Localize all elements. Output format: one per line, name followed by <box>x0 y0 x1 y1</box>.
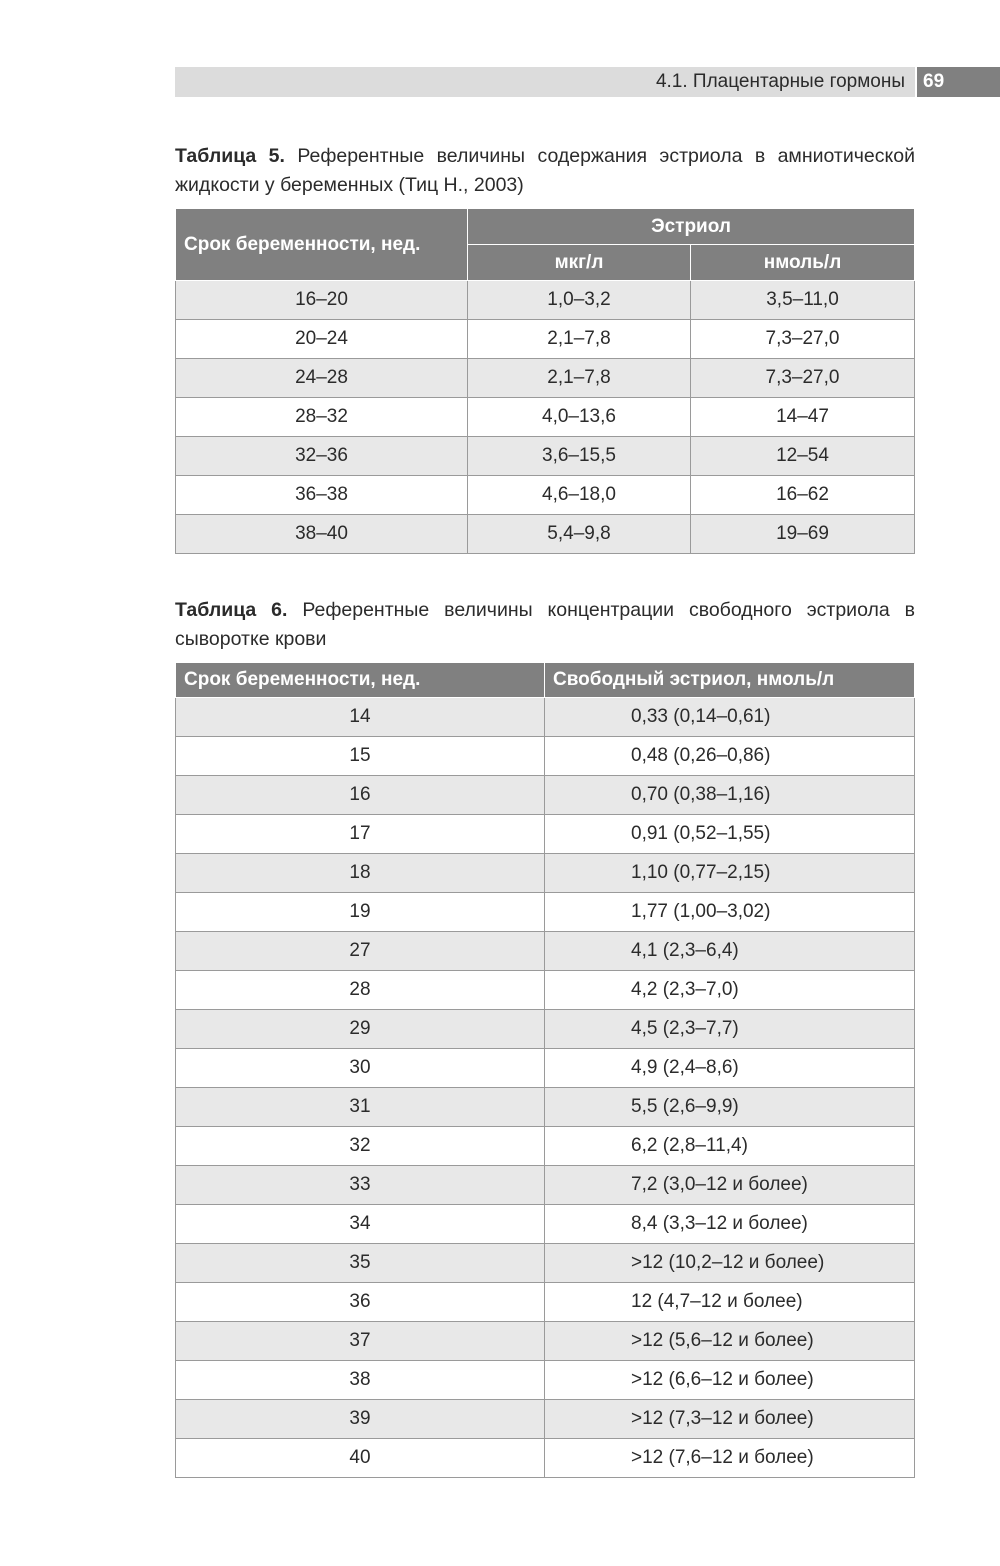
table-cell: 39 <box>176 1400 545 1439</box>
table-cell: 4,6–18,0 <box>468 476 691 515</box>
table5 <box>175 208 915 554</box>
table6 <box>175 662 915 1478</box>
table-cell: 4,0–13,6 <box>468 398 691 437</box>
table-row <box>176 854 915 893</box>
table-row <box>176 281 915 320</box>
table-cell: >12 (7,6–12 и более) <box>545 1439 915 1478</box>
table-cell: 2,1–7,8 <box>468 359 691 398</box>
table-cell: 28–32 <box>176 398 468 437</box>
table-row <box>176 1010 915 1049</box>
table-row <box>176 698 915 737</box>
table-row <box>176 971 915 1010</box>
table-cell: 12 (4,7–12 и более) <box>545 1283 915 1322</box>
table-cell: 2,1–7,8 <box>468 320 691 359</box>
table-row <box>176 398 915 437</box>
table6-header-term: Срок беременности, нед. <box>176 663 545 698</box>
table-row <box>176 1049 915 1088</box>
table-cell: 31 <box>176 1088 545 1127</box>
table-cell: 1,10 (0,77–2,15) <box>545 854 915 893</box>
table-cell: >12 (10,2–12 и более) <box>545 1244 915 1283</box>
table-cell: >12 (5,6–12 и более) <box>545 1322 915 1361</box>
table5-caption-label: Таблица 5. <box>175 145 285 167</box>
table5-header-estriol: Эстриол <box>468 209 915 245</box>
table-cell: 0,70 (0,38–1,16) <box>545 776 915 815</box>
table5-header-mkg: мкг/л <box>468 245 691 281</box>
table-cell: 36–38 <box>176 476 468 515</box>
table-cell: 30 <box>176 1049 545 1088</box>
table-cell: 29 <box>176 1010 545 1049</box>
table-cell: 35 <box>176 1244 545 1283</box>
table-cell: 16 <box>176 776 545 815</box>
table-row <box>176 1400 915 1439</box>
table-row <box>176 1439 915 1478</box>
table-row <box>176 1166 915 1205</box>
table-row <box>176 359 915 398</box>
table-cell: 37 <box>176 1322 545 1361</box>
table6-body <box>176 698 915 1478</box>
table5-caption-text: Референтные величины содержания эстриола в амниотической жидкости у беременных (Тиц Н., 2003) <box>175 145 915 196</box>
table-cell: >12 (7,3–12 и более) <box>545 1400 915 1439</box>
table-cell: 24–28 <box>176 359 468 398</box>
table-cell: 38–40 <box>176 515 468 554</box>
table-row <box>176 320 915 359</box>
table-row <box>176 737 915 776</box>
table-row <box>176 776 915 815</box>
table-row <box>176 1244 915 1283</box>
table-row <box>176 932 915 971</box>
table6-caption-label: Таблица 6. <box>175 599 288 621</box>
table-row <box>176 1361 915 1400</box>
table-cell: 7,2 (3,0–12 и более) <box>545 1166 915 1205</box>
table-cell: 16–62 <box>691 476 915 515</box>
table-cell: 5,4–9,8 <box>468 515 691 554</box>
running-header <box>175 67 915 97</box>
table-cell: 4,1 (2,3–6,4) <box>545 932 915 971</box>
table-cell: >12 (6,6–12 и более) <box>545 1361 915 1400</box>
table-row <box>176 1205 915 1244</box>
table-cell: 16–20 <box>176 281 468 320</box>
table-cell: 6,2 (2,8–11,4) <box>545 1127 915 1166</box>
table-cell: 0,91 (0,52–1,55) <box>545 815 915 854</box>
table6-caption <box>175 596 915 654</box>
table-cell: 3,5–11,0 <box>691 281 915 320</box>
table-cell: 19 <box>176 893 545 932</box>
table-cell: 14–47 <box>691 398 915 437</box>
table-cell: 0,33 (0,14–0,61) <box>545 698 915 737</box>
table-cell: 14 <box>176 698 545 737</box>
table-cell: 20–24 <box>176 320 468 359</box>
table5-header-term: Срок беременности, нед. <box>176 209 468 281</box>
table-cell: 1,0–3,2 <box>468 281 691 320</box>
table-cell: 38 <box>176 1361 545 1400</box>
table6-caption-text: Референтные величины концентрации свободного эстриола в сыворотке крови <box>175 599 915 650</box>
table-cell: 34 <box>176 1205 545 1244</box>
table-cell: 15 <box>176 737 545 776</box>
table-cell: 7,3–27,0 <box>691 320 915 359</box>
section-title: 4.1. Плацентарные гормоны <box>655 71 905 92</box>
page-number: 69 <box>917 67 1000 97</box>
table-row <box>176 815 915 854</box>
table-cell: 3,6–15,5 <box>468 437 691 476</box>
table-row <box>176 515 915 554</box>
table-row <box>176 437 915 476</box>
table-cell: 8,4 (3,3–12 и более) <box>545 1205 915 1244</box>
table-cell: 27 <box>176 932 545 971</box>
table-cell: 5,5 (2,6–9,9) <box>545 1088 915 1127</box>
table5-caption <box>175 142 915 200</box>
table-row <box>176 476 915 515</box>
table5-header-nmol: нмоль/л <box>691 245 915 281</box>
table-row <box>176 1127 915 1166</box>
table5-body <box>176 281 915 554</box>
table-cell: 0,48 (0,26–0,86) <box>545 737 915 776</box>
table-cell: 4,5 (2,3–7,7) <box>545 1010 915 1049</box>
table-cell: 1,77 (1,00–3,02) <box>545 893 915 932</box>
table-row <box>176 1088 915 1127</box>
table-cell: 19–69 <box>691 515 915 554</box>
table-row <box>176 1283 915 1322</box>
table-cell: 17 <box>176 815 545 854</box>
table-cell: 7,3–27,0 <box>691 359 915 398</box>
table-cell: 18 <box>176 854 545 893</box>
table-cell: 4,9 (2,4–8,6) <box>545 1049 915 1088</box>
table-cell: 33 <box>176 1166 545 1205</box>
table-cell: 36 <box>176 1283 545 1322</box>
table-cell: 32–36 <box>176 437 468 476</box>
table-cell: 12–54 <box>691 437 915 476</box>
table-cell: 40 <box>176 1439 545 1478</box>
table-cell: 28 <box>176 971 545 1010</box>
table-row <box>176 1322 915 1361</box>
table-cell: 4,2 (2,3–7,0) <box>545 971 915 1010</box>
table-row <box>176 893 915 932</box>
table6-header-value: Свободный эстриол, нмоль/л <box>545 663 915 698</box>
table-cell: 32 <box>176 1127 545 1166</box>
